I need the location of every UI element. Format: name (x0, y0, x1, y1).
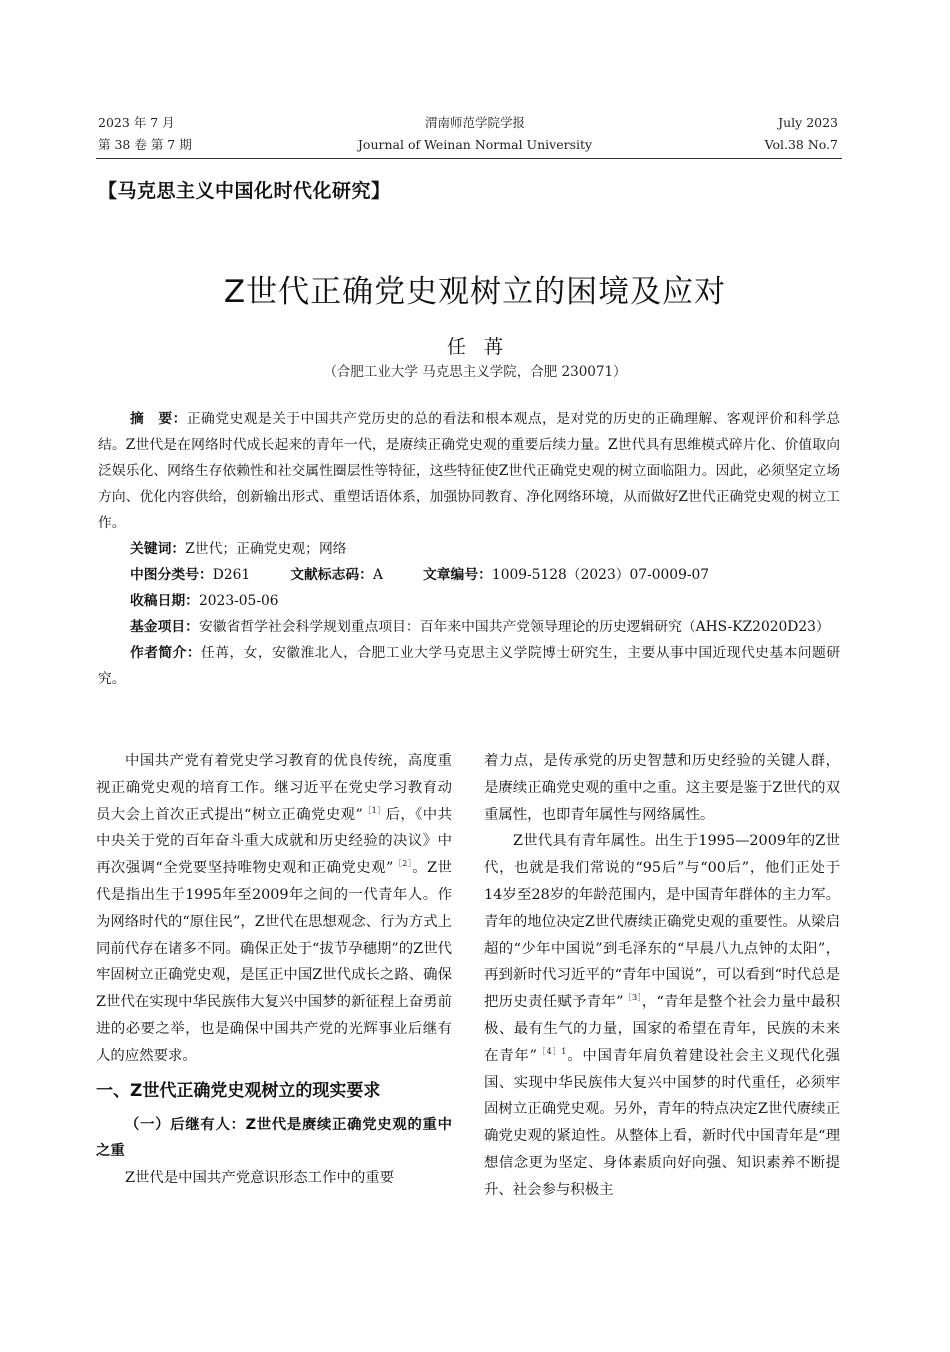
paragraph-text: 后，《中共中央关于党的百年奋斗重大成就和历史经验的决议》中再次强调“全党要坚持唯物史观和正确党史观” (96, 806, 452, 877)
paragraph-text: 。中国青年肩负着建设社会主义现代化强国、实现中华民族伟大复兴中国梦的时代重任，必须牢固树立正确党史观。另外，青年的特点决定Z世代赓续正确党史观的紧迫性。从整体上看，新时代中国青年是“理想信念更为坚定、身体素质向好向强、知识素养不断提升、社会参与积极主 (484, 1047, 840, 1198)
article-no-value: 1009-5128（2023）07-0009-07 (491, 567, 710, 583)
section-tag: 【马克思主义中国化时代化研究】 (98, 180, 391, 202)
document-code (290, 562, 383, 588)
body-paragraph: Z世代是中国共产党意识形态工作中的重要 (125, 1170, 395, 1187)
body-paragraph (484, 828, 840, 1203)
paper-title: Z世代正确党史观树立的困境及应对 (223, 274, 727, 310)
body-column-right (484, 748, 840, 1204)
volume-issue-en: Vol.38 No.7 (764, 137, 838, 152)
keywords-label: 关键词： (130, 541, 186, 557)
author-affiliation: （合肥工业大学 马克思主义学院，合肥 230071） (323, 364, 627, 380)
fund-project (98, 614, 840, 640)
clc-value: D261 (212, 567, 251, 583)
author-bio (98, 640, 840, 692)
clc-label: 中图分类号： (130, 567, 213, 583)
abstract (98, 406, 840, 536)
keywords (98, 536, 840, 562)
paragraph-text: 中国共产党有着党史学习教育的优良传统，高度重视正确党史观的培育工作。继习近平在党史学习教育动员大会上首次正式提出“树立正确党史观” (96, 753, 452, 823)
citation-ref: ［4］1 (536, 1046, 567, 1056)
article-number (423, 562, 709, 588)
paragraph-text: 。Z世代是指出生于1995年至2009年之间的一代青年人。作为网络时代的“原住民”，Z世代在思想观念、行为方式上同前代存在诸多不同。确保正处于“拔节孕穗期”的Z世代牢固树立正确党史观，是匡正中国Z世代成长之路、确保Z世代在实现中华民族伟大复兴中国梦的新征程上奋勇前进的必要之举，也是确保中国共产党的光辉事业后继有人的应然要求。 (96, 860, 452, 1064)
bio-label: 作者简介： (130, 645, 202, 661)
journal-name-en: Journal of Weinan Normal University (357, 137, 593, 152)
received-label: 收稿日期： (130, 593, 199, 609)
body-paragraph (96, 748, 452, 1070)
fund-label: 基金项目： (130, 619, 199, 635)
header-rule (96, 158, 842, 159)
subsection-heading: （一）后继有人：Z世代是赓续正确党史观的重中之重 (96, 1116, 452, 1160)
paragraph-text: Z世代具有青年属性。出生于1995—2009年的Z世代，也就是我们常说的“95后”与“00后”，他们正处于14岁至28岁的年龄范围内，是中国青年群体的主力军。青年的地位决定Z世代赓续正确党史观的重要性。从梁启超的“少年中国说”到毛泽东的“早晨八九点钟的太阳”，再到新时代习近平的“青年中国说”，可以看到“时代总是把历史责任赋予青年” (484, 833, 840, 1011)
fund-value: 安徽省哲学社会科学规划重点项目：百年来中国共产党领导理论的历史逻辑研究（AHS-KZ2020D23） (198, 619, 830, 635)
journal-name-cn: 渭南师范学院学报 (424, 115, 525, 130)
abstract-block (98, 406, 840, 692)
keywords-text: Z世代；正确党史观；网络 (185, 541, 347, 557)
article-no-label: 文章编号： (422, 567, 492, 583)
abstract-label: 摘 要： (130, 411, 187, 427)
received-date (98, 588, 840, 614)
citation-ref: ［2］ (393, 859, 413, 869)
journal-date-volume-en (765, 112, 838, 156)
abstract-text: 正确党史观是关于中国共产党历史的总的看法和根本观点，是对党的历史的正确理解、客观评价和科学总结。Z世代是在网络时代成长起来的青年一代，是赓续正确党史观的重要后续力量。Z世代具有思维模式碎片化、价值取向泛娱乐化、网络生存依赖性和社交属性圈层性等特征，这些特征使Z世代正确党史观的树立面临阻力。因此，必须坚定立场方向、优化内容供给，创新输出形式、重塑话语体系，加强协同教育、净化网络环境，从而做好Z世代正确党史观的树立工作。 (98, 411, 841, 531)
received-value: 2023-05-06 (198, 593, 279, 609)
section-heading: 一、Z世代正确党史观树立的现实要求 (96, 1080, 381, 1101)
classification-row (98, 562, 840, 588)
author-name: 任苒 (446, 336, 521, 358)
body-column-left (96, 748, 452, 1192)
doc-code-value: A (372, 567, 383, 583)
body-paragraph: 着力点，是传承党的历史智慧和历史经验的关键人群，是赓续正确党史观的重中之重。这主要是鉴于Z世代的双重属性，也即青年属性与网络属性。 (484, 753, 840, 823)
citation-ref: ［1］ (362, 805, 386, 815)
citation-ref: ［3］ (623, 993, 642, 1003)
issue-date-en: July 2023 (778, 115, 838, 130)
paragraph-text: ，“青年是整个社会力量中最积极、最有生气的力量，国家的希望在青年，民族的未来在青年” (484, 994, 841, 1064)
volume-issue: 第 38 卷 第 7 期 (98, 137, 192, 152)
doc-code-label: 文献标志码： (290, 567, 373, 583)
issue-date: 2023 年 7 月 (98, 115, 175, 130)
clc-code (130, 562, 250, 588)
bio-value: 任苒，女，安徽淮北人，合肥工业大学马克思主义学院博士研究生，主要从事中国近现代史基本问题研究。 (98, 645, 841, 687)
